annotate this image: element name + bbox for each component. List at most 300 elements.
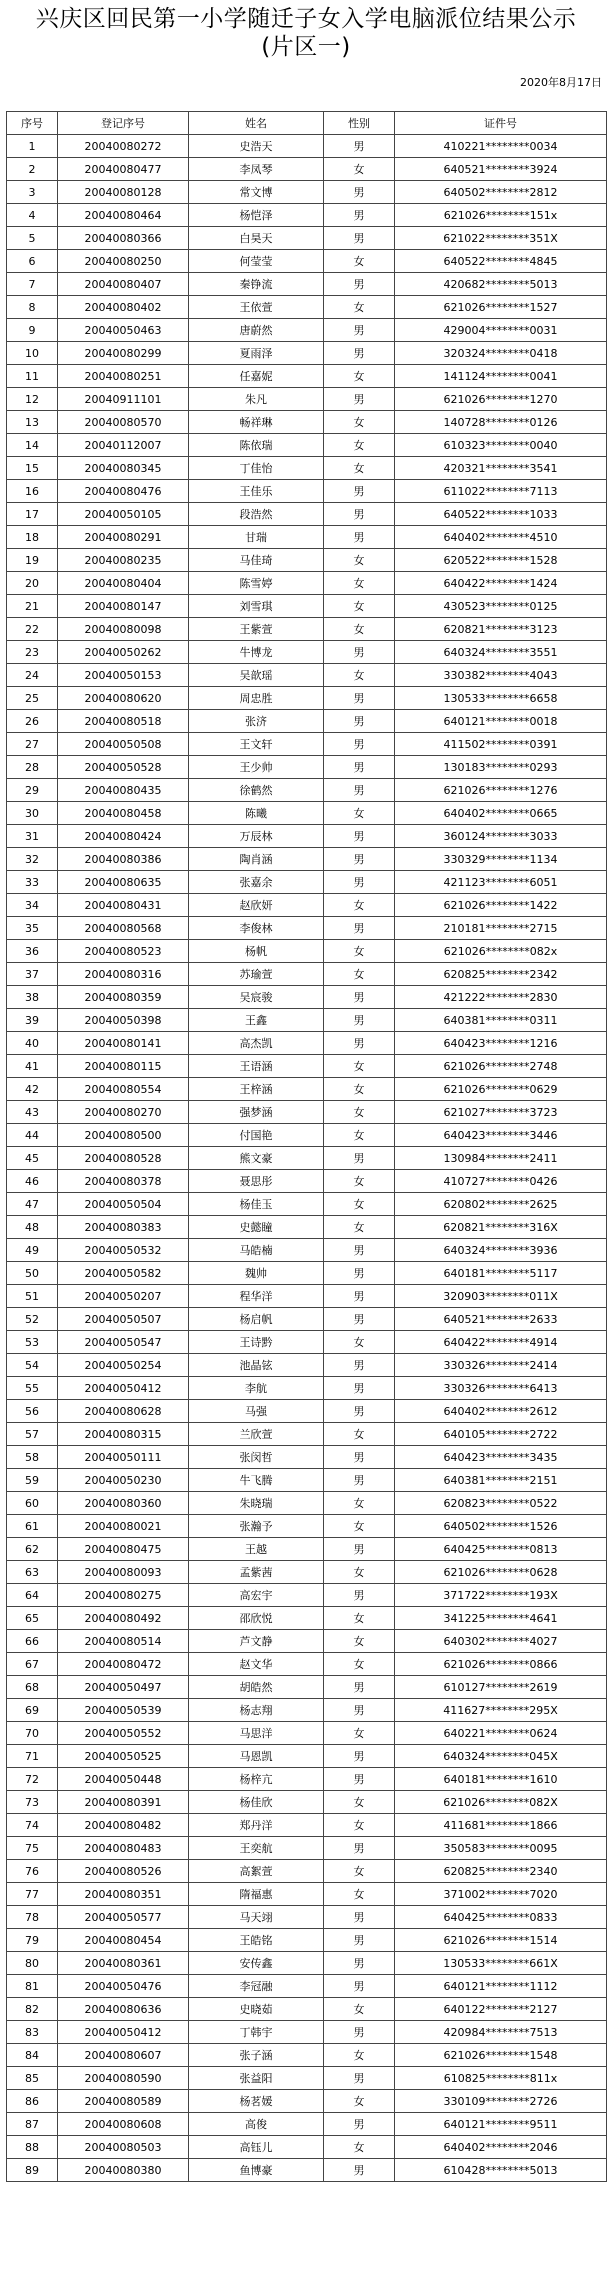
cell-id-number: 640302********4027	[395, 1630, 607, 1653]
cell-index: 54	[7, 1354, 58, 1377]
table-row	[7, 503, 607, 526]
cell-index: 72	[7, 1768, 58, 1791]
cell-name: 王依萱	[189, 296, 324, 319]
table-row	[7, 986, 607, 1009]
cell-index: 57	[7, 1423, 58, 1446]
cell-index: 17	[7, 503, 58, 526]
cell-index: 51	[7, 1285, 58, 1308]
table-row	[7, 710, 607, 733]
cell-id-number: 620522********1528	[395, 549, 607, 572]
cell-index: 8	[7, 296, 58, 319]
cell-index: 81	[7, 1975, 58, 1998]
cell-id-number: 330326********2414	[395, 1354, 607, 1377]
cell-id-number: 130533********6658	[395, 687, 607, 710]
cell-index: 5	[7, 227, 58, 250]
cell-gender: 女	[324, 2090, 395, 2113]
cell-name: 唐蔚然	[189, 319, 324, 342]
cell-gender: 男	[324, 2113, 395, 2136]
cell-name: 隋福惠	[189, 1883, 324, 1906]
cell-name: 鱼博豪	[189, 2159, 324, 2182]
cell-index: 13	[7, 411, 58, 434]
cell-gender: 男	[324, 1262, 395, 1285]
cell-index: 86	[7, 2090, 58, 2113]
cell-name: 常文博	[189, 181, 324, 204]
cell-gender: 女	[324, 940, 395, 963]
cell-name: 张嘉余	[189, 871, 324, 894]
cell-index: 83	[7, 2021, 58, 2044]
cell-id-number: 640324********3936	[395, 1239, 607, 1262]
cell-id-number: 640324********045X	[395, 1745, 607, 1768]
cell-registration-no: 20040080476	[58, 480, 189, 503]
cell-gender: 女	[324, 664, 395, 687]
cell-name: 段浩然	[189, 503, 324, 526]
cell-name: 王语涵	[189, 1055, 324, 1078]
cell-registration-no: 20040080380	[58, 2159, 189, 2182]
cell-id-number: 421123********6051	[395, 871, 607, 894]
table-row	[7, 273, 607, 296]
cell-id-number: 620802********2625	[395, 1193, 607, 1216]
cell-index: 55	[7, 1377, 58, 1400]
table-row	[7, 1101, 607, 1124]
cell-id-number: 620821********3123	[395, 618, 607, 641]
cell-gender: 男	[324, 342, 395, 365]
cell-gender: 男	[324, 733, 395, 756]
cell-gender: 男	[324, 779, 395, 802]
table-row	[7, 1170, 607, 1193]
table-row	[7, 1193, 607, 1216]
cell-id-number: 640121********1112	[395, 1975, 607, 1998]
cell-registration-no: 20040080628	[58, 1400, 189, 1423]
cell-gender: 女	[324, 1331, 395, 1354]
cell-id-number: 621022********351X	[395, 227, 607, 250]
cell-id-number: 640181********5117	[395, 1262, 607, 1285]
cell-name: 高宏宇	[189, 1584, 324, 1607]
cell-name: 万辰林	[189, 825, 324, 848]
cell-registration-no: 20040080483	[58, 1837, 189, 1860]
cell-name: 邵欣悦	[189, 1607, 324, 1630]
cell-registration-no: 20040080402	[58, 296, 189, 319]
table-row	[7, 1400, 607, 1423]
cell-id-number: 320324********0418	[395, 342, 607, 365]
cell-id-number: 411681********1866	[395, 1814, 607, 1837]
cell-id-number: 621026********082X	[395, 1791, 607, 1814]
cell-registration-no: 20040080518	[58, 710, 189, 733]
table-row	[7, 641, 607, 664]
cell-gender: 女	[324, 802, 395, 825]
cell-gender: 男	[324, 1676, 395, 1699]
cell-gender: 男	[324, 687, 395, 710]
cell-gender: 男	[324, 1446, 395, 1469]
cell-index: 21	[7, 595, 58, 618]
cell-index: 38	[7, 986, 58, 1009]
cell-registration-no: 20040080386	[58, 848, 189, 871]
cell-name: 兰欣萱	[189, 1423, 324, 1446]
cell-index: 49	[7, 1239, 58, 1262]
cell-registration-no: 20040080351	[58, 1883, 189, 1906]
cell-registration-no: 20040080141	[58, 1032, 189, 1055]
cell-index: 71	[7, 1745, 58, 1768]
table-row	[7, 250, 607, 273]
table-row	[7, 848, 607, 871]
table-row	[7, 664, 607, 687]
table-row	[7, 871, 607, 894]
table-row	[7, 1446, 607, 1469]
cell-name: 王诗黔	[189, 1331, 324, 1354]
cell-index: 27	[7, 733, 58, 756]
table-row	[7, 572, 607, 595]
cell-gender: 女	[324, 2136, 395, 2159]
table-row	[7, 2044, 607, 2067]
cell-gender: 女	[324, 434, 395, 457]
cell-registration-no: 20040080115	[58, 1055, 189, 1078]
table-row	[7, 618, 607, 641]
table-header-row	[7, 112, 607, 135]
cell-name: 陈依瑞	[189, 434, 324, 457]
cell-id-number: 640402********0665	[395, 802, 607, 825]
cell-id-number: 341225********4641	[395, 1607, 607, 1630]
cell-registration-no: 20040050254	[58, 1354, 189, 1377]
cell-index: 23	[7, 641, 58, 664]
cell-index: 18	[7, 526, 58, 549]
cell-registration-no: 20040080514	[58, 1630, 189, 1653]
header-name: 姓名	[189, 112, 324, 135]
cell-name: 高絮萱	[189, 1860, 324, 1883]
cell-gender: 男	[324, 1354, 395, 1377]
cell-name: 杨帆	[189, 940, 324, 963]
publish-date: 2020年8月17日	[520, 76, 602, 89]
cell-gender: 男	[324, 1745, 395, 1768]
cell-gender: 女	[324, 158, 395, 181]
cell-index: 64	[7, 1584, 58, 1607]
cell-id-number: 411502********0391	[395, 733, 607, 756]
cell-name: 杨恺泽	[189, 204, 324, 227]
cell-gender: 男	[324, 135, 395, 158]
cell-id-number: 610323********0040	[395, 434, 607, 457]
cell-gender: 男	[324, 181, 395, 204]
cell-name: 徐鹤然	[189, 779, 324, 802]
cell-id-number: 640522********1033	[395, 503, 607, 526]
cell-name: 张闵哲	[189, 1446, 324, 1469]
table-row	[7, 1239, 607, 1262]
cell-name: 白昊天	[189, 227, 324, 250]
cell-gender: 女	[324, 1607, 395, 1630]
cell-id-number: 610825********811x	[395, 2067, 607, 2090]
table-row	[7, 1883, 607, 1906]
cell-registration-no: 20040080435	[58, 779, 189, 802]
cell-registration-no: 20040050539	[58, 1699, 189, 1722]
cell-index: 74	[7, 1814, 58, 1837]
cell-index: 52	[7, 1308, 58, 1331]
cell-id-number: 640423********1216	[395, 1032, 607, 1055]
cell-gender: 女	[324, 1216, 395, 1239]
cell-index: 30	[7, 802, 58, 825]
cell-registration-no: 20040050111	[58, 1446, 189, 1469]
cell-gender: 男	[324, 986, 395, 1009]
cell-index: 77	[7, 1883, 58, 1906]
cell-index: 19	[7, 549, 58, 572]
cell-id-number: 621027********3723	[395, 1101, 607, 1124]
cell-registration-no: 20040080477	[58, 158, 189, 181]
cell-index: 11	[7, 365, 58, 388]
table-row	[7, 595, 607, 618]
cell-name: 付国艳	[189, 1124, 324, 1147]
cell-registration-no: 20040080098	[58, 618, 189, 641]
cell-gender: 男	[324, 1377, 395, 1400]
cell-index: 36	[7, 940, 58, 963]
cell-registration-no: 20040112007	[58, 434, 189, 457]
table-row	[7, 319, 607, 342]
cell-registration-no: 20040080407	[58, 273, 189, 296]
cell-name: 王越	[189, 1538, 324, 1561]
table-row	[7, 135, 607, 158]
cell-id-number: 640422********1424	[395, 572, 607, 595]
cell-registration-no: 20040050508	[58, 733, 189, 756]
cell-name: 刘雪琪	[189, 595, 324, 618]
cell-registration-no: 20040911101	[58, 388, 189, 411]
cell-id-number: 640402********4510	[395, 526, 607, 549]
cell-registration-no: 20040080315	[58, 1423, 189, 1446]
cell-name: 魏帅	[189, 1262, 324, 1285]
cell-index: 22	[7, 618, 58, 641]
cell-gender: 女	[324, 595, 395, 618]
table-row	[7, 227, 607, 250]
cell-name: 孟紫茜	[189, 1561, 324, 1584]
cell-gender: 女	[324, 894, 395, 917]
table-row	[7, 1975, 607, 1998]
cell-registration-no: 20040080472	[58, 1653, 189, 1676]
cell-name: 吴宸骏	[189, 986, 324, 1009]
cell-name: 任嘉妮	[189, 365, 324, 388]
cell-index: 67	[7, 1653, 58, 1676]
cell-name: 高俊	[189, 2113, 324, 2136]
cell-id-number: 640381********0311	[395, 1009, 607, 1032]
cell-registration-no: 20040080464	[58, 204, 189, 227]
table-row	[7, 1078, 607, 1101]
cell-index: 84	[7, 2044, 58, 2067]
header-id-number: 证件号	[395, 112, 607, 135]
cell-registration-no: 20040080391	[58, 1791, 189, 1814]
cell-index: 9	[7, 319, 58, 342]
cell-gender: 女	[324, 1055, 395, 1078]
cell-id-number: 640423********3446	[395, 1124, 607, 1147]
cell-id-number: 410727********0426	[395, 1170, 607, 1193]
cell-name: 朱凡	[189, 388, 324, 411]
cell-registration-no: 20040080378	[58, 1170, 189, 1193]
cell-index: 70	[7, 1722, 58, 1745]
cell-name: 赵文华	[189, 1653, 324, 1676]
cell-id-number: 621026********151x	[395, 204, 607, 227]
cell-registration-no: 20040050476	[58, 1975, 189, 1998]
cell-registration-no: 20040050105	[58, 503, 189, 526]
cell-registration-no: 20040080475	[58, 1538, 189, 1561]
cell-id-number: 330382********4043	[395, 664, 607, 687]
cell-index: 82	[7, 1998, 58, 2021]
cell-gender: 男	[324, 1400, 395, 1423]
table-row	[7, 1285, 607, 1308]
cell-index: 47	[7, 1193, 58, 1216]
table-row	[7, 1308, 607, 1331]
cell-index: 63	[7, 1561, 58, 1584]
cell-id-number: 371722********193X	[395, 1584, 607, 1607]
cell-name: 牛博龙	[189, 641, 324, 664]
cell-registration-no: 20040080147	[58, 595, 189, 618]
cell-gender: 女	[324, 1124, 395, 1147]
table-row	[7, 1216, 607, 1239]
cell-id-number: 640181********1610	[395, 1768, 607, 1791]
table-row	[7, 1722, 607, 1745]
cell-index: 40	[7, 1032, 58, 1055]
cell-name: 胡皓然	[189, 1676, 324, 1699]
cell-gender: 男	[324, 825, 395, 848]
cell-name: 杨佳欣	[189, 1791, 324, 1814]
table-row	[7, 1860, 607, 1883]
cell-name: 陈雪婷	[189, 572, 324, 595]
cell-name: 王少帅	[189, 756, 324, 779]
cell-index: 61	[7, 1515, 58, 1538]
cell-index: 79	[7, 1929, 58, 1952]
cell-registration-no: 20040080635	[58, 871, 189, 894]
cell-index: 34	[7, 894, 58, 917]
cell-gender: 男	[324, 1538, 395, 1561]
cell-index: 29	[7, 779, 58, 802]
cell-registration-no: 20040050532	[58, 1239, 189, 1262]
table-row	[7, 181, 607, 204]
cell-id-number: 640522********4845	[395, 250, 607, 273]
cell-name: 李凤琴	[189, 158, 324, 181]
cell-name: 丁韩宇	[189, 2021, 324, 2044]
cell-index: 25	[7, 687, 58, 710]
cell-index: 88	[7, 2136, 58, 2159]
cell-id-number: 640502********2812	[395, 181, 607, 204]
table-row	[7, 1331, 607, 1354]
cell-index: 3	[7, 181, 58, 204]
cell-index: 46	[7, 1170, 58, 1193]
cell-gender: 女	[324, 572, 395, 595]
cell-registration-no: 20040080361	[58, 1952, 189, 1975]
table-row	[7, 2067, 607, 2090]
table-row	[7, 1584, 607, 1607]
cell-name: 周忠胜	[189, 687, 324, 710]
cell-name: 何莹莹	[189, 250, 324, 273]
cell-registration-no: 20040080568	[58, 917, 189, 940]
cell-gender: 男	[324, 1975, 395, 1998]
cell-id-number: 210181********2715	[395, 917, 607, 940]
table-row	[7, 917, 607, 940]
cell-registration-no: 20040080431	[58, 894, 189, 917]
table-row	[7, 296, 607, 319]
cell-id-number: 620825********2340	[395, 1860, 607, 1883]
table-row	[7, 940, 607, 963]
cell-name: 张瀚予	[189, 1515, 324, 1538]
cell-index: 44	[7, 1124, 58, 1147]
cell-gender: 男	[324, 1285, 395, 1308]
cell-gender: 女	[324, 411, 395, 434]
cell-name: 马佳琦	[189, 549, 324, 572]
cell-id-number: 621026********082x	[395, 940, 607, 963]
cell-name: 夏雨泽	[189, 342, 324, 365]
table-row	[7, 342, 607, 365]
table-row	[7, 733, 607, 756]
table-row	[7, 1469, 607, 1492]
cell-id-number: 330109********2726	[395, 2090, 607, 2113]
cell-index: 39	[7, 1009, 58, 1032]
cell-id-number: 640422********4914	[395, 1331, 607, 1354]
table-row	[7, 1538, 607, 1561]
cell-registration-no: 20040050398	[58, 1009, 189, 1032]
cell-registration-no: 20040080299	[58, 342, 189, 365]
cell-name: 张益阳	[189, 2067, 324, 2090]
cell-index: 68	[7, 1676, 58, 1699]
cell-index: 58	[7, 1446, 58, 1469]
cell-name: 史懿瞳	[189, 1216, 324, 1239]
table-row	[7, 1952, 607, 1975]
cell-id-number: 621026********1276	[395, 779, 607, 802]
cell-gender: 男	[324, 204, 395, 227]
cell-gender: 男	[324, 526, 395, 549]
cell-index: 14	[7, 434, 58, 457]
cell-name: 王紫萱	[189, 618, 324, 641]
cell-gender: 女	[324, 618, 395, 641]
cell-registration-no: 20040080366	[58, 227, 189, 250]
cell-index: 50	[7, 1262, 58, 1285]
cell-name: 强梦涵	[189, 1101, 324, 1124]
cell-gender: 女	[324, 1653, 395, 1676]
cell-id-number: 360124********3033	[395, 825, 607, 848]
cell-registration-no: 20040050577	[58, 1906, 189, 1929]
cell-id-number: 420321********3541	[395, 457, 607, 480]
cell-gender: 男	[324, 1009, 395, 1032]
table-row	[7, 158, 607, 181]
cell-id-number: 371002********7020	[395, 1883, 607, 1906]
table-row	[7, 1998, 607, 2021]
table-row	[7, 1745, 607, 1768]
table-row	[7, 825, 607, 848]
cell-id-number: 640221********0624	[395, 1722, 607, 1745]
cell-id-number: 640122********2127	[395, 1998, 607, 2021]
cell-id-number: 130183********0293	[395, 756, 607, 779]
page-title: 兴庆区回民第一小学随迁子女入学电脑派位结果公示	[35, 6, 577, 32]
header-gender: 性别	[324, 112, 395, 135]
cell-index: 53	[7, 1331, 58, 1354]
cell-gender: 女	[324, 1078, 395, 1101]
cell-index: 16	[7, 480, 58, 503]
cell-registration-no: 20040080589	[58, 2090, 189, 2113]
cell-gender: 女	[324, 1791, 395, 1814]
cell-index: 12	[7, 388, 58, 411]
cell-gender: 男	[324, 2067, 395, 2090]
cell-registration-no: 20040080636	[58, 1998, 189, 2021]
cell-gender: 男	[324, 1147, 395, 1170]
cell-name: 杨佳玉	[189, 1193, 324, 1216]
cell-name: 熊文豪	[189, 1147, 324, 1170]
cell-registration-no: 20040080359	[58, 986, 189, 1009]
table-row	[7, 204, 607, 227]
cell-index: 69	[7, 1699, 58, 1722]
cell-name: 吴歆瑶	[189, 664, 324, 687]
cell-registration-no: 20040080270	[58, 1101, 189, 1124]
cell-gender: 女	[324, 1814, 395, 1837]
cell-id-number: 621026********0629	[395, 1078, 607, 1101]
cell-gender: 女	[324, 2044, 395, 2067]
cell-gender: 男	[324, 2159, 395, 2182]
cell-registration-no: 20040050207	[58, 1285, 189, 1308]
cell-gender: 男	[324, 871, 395, 894]
cell-registration-no: 20040080383	[58, 1216, 189, 1239]
cell-gender: 女	[324, 549, 395, 572]
cell-index: 4	[7, 204, 58, 227]
table-row	[7, 1032, 607, 1055]
cell-name: 王梓涵	[189, 1078, 324, 1101]
